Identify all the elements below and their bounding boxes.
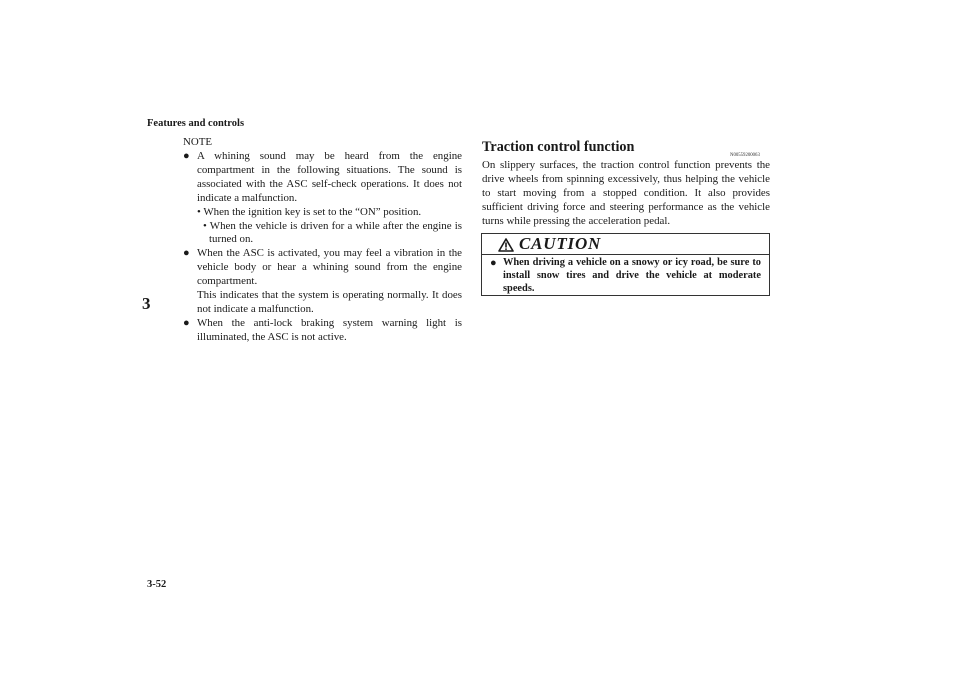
note-item-extra-text: This indicates that the system is operating normally. It does not indicate a malfunction. xyxy=(197,289,462,315)
note-item-text: A whining sound may be heard from the engine compartment in the following situations. The sound is associated with the ASC self-check operations. It does not indicate a malfunction. xyxy=(197,150,462,204)
note-label: NOTE xyxy=(183,136,213,148)
note-list xyxy=(183,150,462,345)
chapter-tab-number: 3 xyxy=(142,294,151,313)
warning-triangle-icon xyxy=(498,238,514,252)
page-header-title: Features and controls xyxy=(147,118,245,129)
bullet-icon: ● xyxy=(183,247,190,260)
caution-item xyxy=(490,257,761,295)
bullet-icon: ● xyxy=(490,257,497,269)
bullet-icon: ● xyxy=(183,150,190,162)
page-number: 3-52 xyxy=(147,579,167,590)
caution-title: CAUTION xyxy=(519,234,602,253)
note-sub-item: • When the ignition key is set to the “ON” position. xyxy=(197,205,422,218)
section-code: N00559200063 xyxy=(730,153,760,158)
section-body: On slippery surfaces, the traction control function prevents the drive wheels from spinning excessively, thus helping the vehicle to start moving from a stopped condition. It also provides sufficient driving force and steering performance as the vehicle turns while pressing the acceleration pedal. xyxy=(482,159,770,227)
note-item xyxy=(183,150,462,247)
note-item-text: When the anti-lock braking system warning light is illuminated, the ASC is not active. xyxy=(197,316,462,343)
note-item xyxy=(183,247,462,317)
bullet-icon: ● xyxy=(183,316,190,329)
caution-box xyxy=(481,233,770,296)
caution-text: When driving a vehicle on a snowy or icy road, be sure to install snow tires and drive the vehicle at moderate speeds. xyxy=(503,257,761,294)
section-title: Traction control function xyxy=(482,139,635,155)
note-sub-item: • When the vehicle is driven for a while after the engine is turned on. xyxy=(203,219,462,246)
note-item-text: When the ASC is activated, you may feel a vibration in the vehicle body or hear a whining sound from the engine compartment. xyxy=(197,247,462,288)
note-item xyxy=(183,317,462,345)
caution-header xyxy=(482,234,769,255)
